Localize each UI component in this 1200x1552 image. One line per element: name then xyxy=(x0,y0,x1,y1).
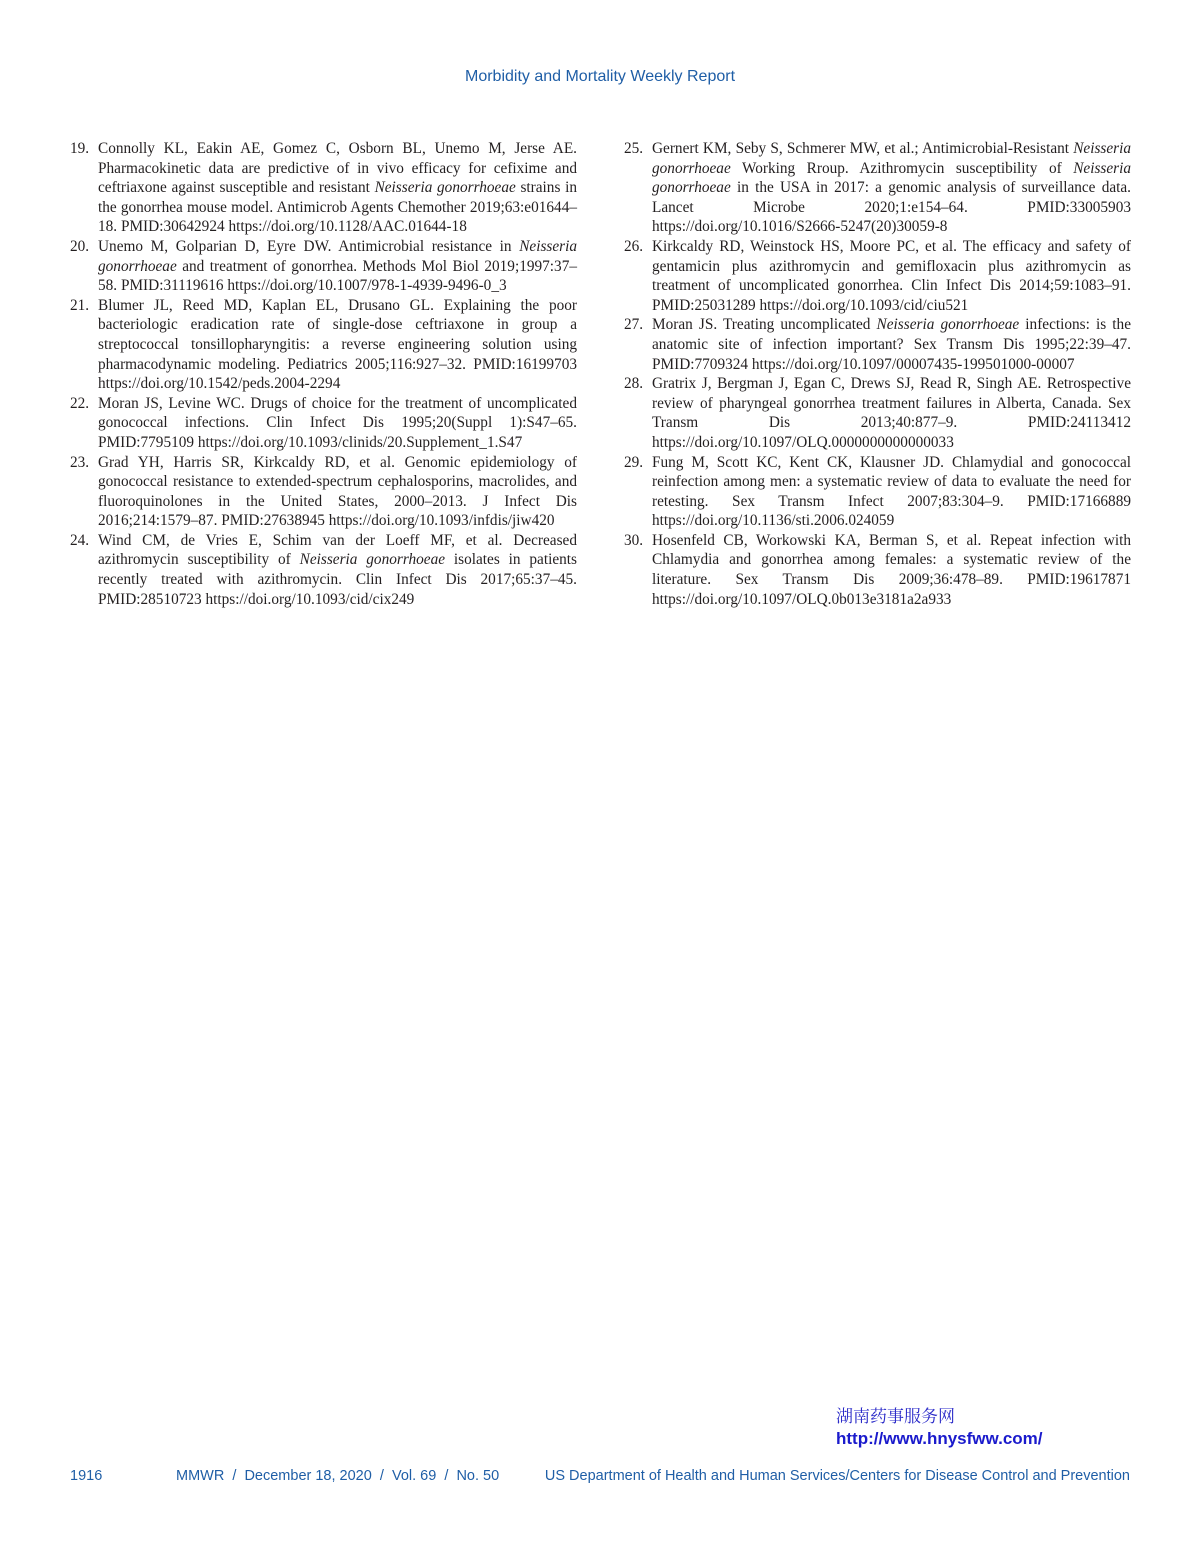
reference-entry xyxy=(624,374,1131,452)
reference-number: 29. xyxy=(624,453,644,471)
reference-text xyxy=(98,453,577,531)
reference-text-segment: Moran JS, Levine WC. Drugs of choice for the treatment of uncomplicated gonococcal infections. Clin Infect Dis 1995;20(Suppl 1):S47–65. PMID:7795109 https://doi.org/10.1093/clinids/20.Supplement_1.S47 xyxy=(98,394,577,451)
reference-text-segment: Connolly KL, Eakin AE, Gomez C, Osborn BL, Unemo M, Jerse AE. Pharmacokinetic data are predictive of in vivo efficacy for cefixime and ceftriaxone against susceptible and resistant xyxy=(98,140,577,197)
species-name-italic: Neisseria gonorrhoeae xyxy=(98,237,577,275)
reference-text xyxy=(652,315,1131,374)
reference-number: 26. xyxy=(624,237,644,255)
reference-text xyxy=(652,139,1131,237)
reference-number: 25. xyxy=(624,140,644,157)
reference-text-segment: Working Rroup. Azithromycin susceptibility of xyxy=(730,159,1074,177)
watermark-chinese-text: 湖南药事服务网 xyxy=(836,1407,955,1427)
reference-text-segment: Hosenfeld CB, Workowski KA, Berman S, et al. Repeat infection with Chlamydia and gonorrhea among females: a systematic review of the literature. Sex Transm Dis 2009;36:478–89. PMID:19617871 https://doi.org/10.1097/OLQ.0b013e3181a2a933 xyxy=(652,531,1131,608)
reference-number: 23. xyxy=(70,453,90,471)
reference-number: 24. xyxy=(70,531,90,549)
reference-text xyxy=(98,296,577,394)
footer-issue-info: MMWR / December 18, 2020 / Vol. 69 / No. 50 xyxy=(176,1468,500,1484)
watermark xyxy=(836,1406,1043,1450)
reference-text-segment: strains in the gonorrhea mouse model. Antimicrob Agents Chemother 2019;63:e01644–18. PMID:30642924 https://doi.org/10.1128/AAC.01644-18 xyxy=(98,179,577,236)
reference-number: 27. xyxy=(624,316,644,334)
reference-text-segment: Fung M, Scott KC, Kent CK, Klausner JD. Chlamydial and gonococcal reinfection among men: a systematic review of data to evaluate the need for retesting. Sex Transm Infect 2007;83:304–9. PMID:17166889 https://doi.org/10.1136/sti.2006.024059 xyxy=(652,453,1131,530)
reference-text-segment: Gratrix J, Bergman J, Egan C, Drews SJ, Read R, Singh AE. Retrospective review of pharyngeal gonorrhea treatment failures in Alberta, Canada. Sex Transm Dis 2013;40:877–9. PMID:24113412 https://doi.org/10.1097/OLQ.0000000000000033 xyxy=(652,375,1131,451)
reference-text-segment: Moran JS. Treating uncomplicated xyxy=(652,316,877,334)
reference-text-segment: in the USA in 2017: a genomic analysis of surveillance data. Lancet Microbe 2020;1:e154–64. PMID:33005903 https://doi.org/10.1016/S2666-5247(20)30059-8 xyxy=(652,179,1131,236)
species-name-italic: Neisseria gonorrhoeae xyxy=(374,179,516,197)
reference-text xyxy=(98,394,577,453)
reference-text xyxy=(98,531,577,609)
reference-text xyxy=(652,453,1131,531)
reference-text xyxy=(98,237,577,296)
reference-entry xyxy=(624,453,1131,531)
reference-text-segment: Gernert KM, Seby S, Schmerer MW, et al.; Antimicrobial-Resistant xyxy=(652,140,1074,157)
reference-entry xyxy=(70,296,577,394)
footer-page-number: 1916 xyxy=(70,1468,103,1484)
reference-text xyxy=(98,139,577,237)
reference-text-segment: isolates in patients recently treated with azithromycin. Clin Infect Dis 2017;65:37–45. PMID:28510723 https://doi.org/10.1093/cid/cix249 xyxy=(98,551,577,608)
reference-entry xyxy=(624,315,1131,374)
species-name-italic: Neisseria gonorrhoeae xyxy=(876,316,1020,334)
species-name-italic: Neisseria gonorrhoeae xyxy=(652,159,1131,197)
reference-text-segment: Wind CM, de Vries E, Schim van der Loeff MF, et al. Decreased azithromycin susceptibility of xyxy=(98,531,577,569)
reference-text-segment: Grad YH, Harris SR, Kirkcaldy RD, et al. Genomic epidemiology of gonococcal resistance to extended-spectrum cephalosporins, macrolides, and fluoroquinolones in the United States, 2000–2013. J Infect Dis 2016;214:1579–87. PMID:27638945 https://doi.org/10.1093/infdis/jiw420 xyxy=(98,453,577,530)
reference-number: 28. xyxy=(624,375,644,393)
reference-number: 20. xyxy=(70,237,90,255)
reference-text-segment: and treatment of gonorrhea. Methods Mol Biol 2019;1997:37–58. PMID:31119616 https://doi.org/10.1007/978-1-4939-9496-0_3 xyxy=(98,257,577,295)
reference-entry xyxy=(70,237,577,296)
reference-entry xyxy=(70,531,577,609)
reference-entry xyxy=(70,453,577,531)
references-column-left xyxy=(70,139,577,609)
reference-entry xyxy=(624,531,1131,609)
references-column-right xyxy=(624,139,1131,609)
reference-entry xyxy=(70,139,577,237)
reference-text xyxy=(652,374,1131,452)
reference-text-segment: Kirkcaldy RD, Weinstock HS, Moore PC, et al. The efficacy and safety of gentamicin plus azithromycin and gemifloxacin plus azithromycin as treatment of uncomplicated gonorrhea. Clin Infect Dis 2014;59:1083–91. PMID:25031289 https://doi.org/10.1093/cid/ciu521 xyxy=(652,237,1131,314)
reference-entry xyxy=(624,139,1131,237)
reference-text-segment: Blumer JL, Reed MD, Kaplan EL, Drusano GL. Explaining the poor bacteriologic eradication rate of single-dose ceftriaxone in group a streptococcal tonsillopharyngitis: a reverse engineering solution using pharmacodynamic modeling. Pediatrics 2005;116:927–32. PMID:16199703 https://doi.org/10.1542/peds.2004-2294 xyxy=(98,296,577,393)
watermark-url[interactable]: http://www.hnysfww.com/ xyxy=(836,1429,1043,1448)
reference-entry xyxy=(70,394,577,453)
footer-department: US Department of Health and Human Services/Centers for Disease Control and Prevention xyxy=(544,1468,1130,1484)
reference-text-segment: Unemo M, Golparian D, Eyre DW. Antimicrobial resistance in xyxy=(98,237,520,255)
journal-title: Morbidity and Mortality Weekly Report xyxy=(464,68,736,85)
reference-number: 22. xyxy=(70,394,90,412)
reference-number: 30. xyxy=(624,531,644,549)
species-name-italic: Neisseria gonorrhoeae xyxy=(652,140,1131,177)
reference-number: 19. xyxy=(70,140,90,157)
species-name-italic: Neisseria gonorrhoeae xyxy=(299,551,446,569)
reference-text xyxy=(652,237,1131,315)
reference-text xyxy=(652,531,1131,609)
reference-entry xyxy=(624,237,1131,315)
reference-number: 21. xyxy=(70,296,90,314)
reference-text-segment: infections: is the anatomic site of infection important? Sex Transm Dis 1995;22:39–47. PMID:7709324 https://doi.org/10.1097/00007435-199501000-00007 xyxy=(652,316,1131,373)
